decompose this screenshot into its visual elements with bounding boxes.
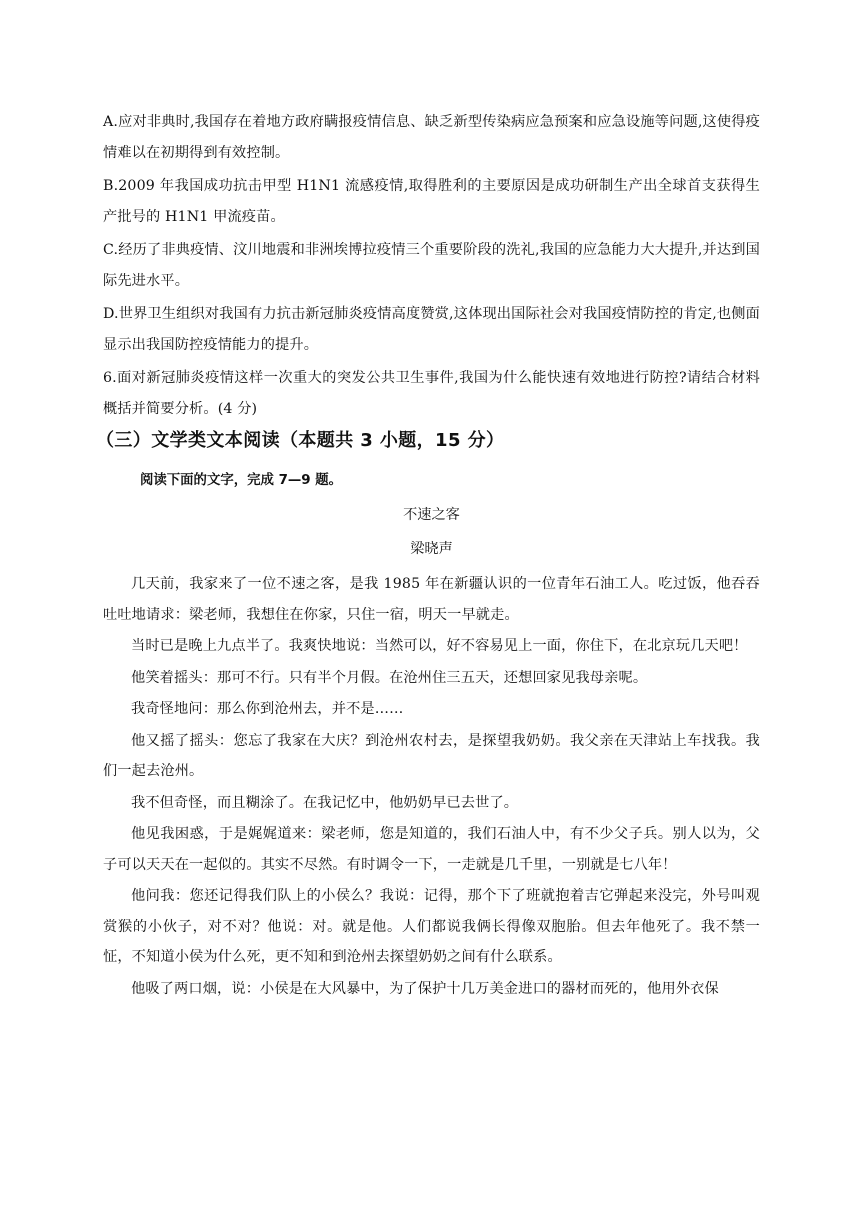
story-paragraph: 我不但奇怪，而且糊涂了。在我记忆中，他奶奶早已去世了。 bbox=[131, 794, 519, 811]
question-option-d: D.世界卫生组织对我国有力抗击新冠肺炎疫情高度赞赏,这体现出国际社会对我国疫情防控的肯定,也侧面显示出我国防控疫情能力的提升。 bbox=[103, 306, 760, 353]
question-option-a: A.应对非典时,我国存在着地方政府瞒报疫情信息、缺乏新型传染病应急预案和应急设施等问题,这使得疫情难以在初期得到有效控制。 bbox=[103, 114, 760, 161]
question-6: 6.面对新冠肺炎疫情这样一次重大的突发公共卫生事件,我国为什么能快速有效地进行防控?请结合材料概括并简要分析。(4 分) bbox=[103, 370, 760, 417]
section-instruction: 阅读下面的文字，完成 7—9 题。 bbox=[140, 473, 343, 488]
story-paragraph: 他又摇了摇头：您忘了我家在大庆？到沧州农村去，是探望我奶奶。我父亲在天津站上车找我。我们一起去沧州。 bbox=[103, 732, 760, 779]
story-paragraph: 他吸了两口烟，说：小侯是在大风暴中，为了保护十几万美金进口的器材而死的，他用外衣保 bbox=[131, 980, 719, 997]
story-paragraph: 他笑着摇头：那可不行。只有半个月假。在沧州住三五天，还想回家见我母亲呢。 bbox=[131, 669, 648, 686]
story-paragraph: 几天前，我家来了一位不速之客，是我 1985 年在新疆认识的一位青年石油工人。吃过饭，他吞吞吐吐地请求：梁老师，我想住在你家，只住一宿，明天一早就走。 bbox=[103, 576, 760, 623]
question-option-b: B.2009 年我国成功抗击甲型 H1N1 流感疫情,取得胜利的主要原因是成功研制生产出全球首支获得生产批号的 H1N1 甲流疫苗。 bbox=[103, 178, 760, 225]
story-paragraph: 当时已是晚上九点半了。我爽快地说：当然可以，好不容易见上一面，你住下，在北京玩几天吧！ bbox=[131, 638, 748, 654]
story-title: 不速之客 bbox=[403, 507, 460, 523]
question-option-c: C.经历了非典疫情、汶川地震和非洲埃博拉疫情三个重要阶段的洗礼,我国的应急能力大大提升,并达到国际先进水平。 bbox=[103, 242, 760, 289]
document-content bbox=[96, 107, 760, 1005]
story-paragraph: 我奇怪地问：那么你到沧州去，并不是…… bbox=[131, 701, 404, 717]
story-body bbox=[103, 569, 760, 1004]
story-paragraph: 他问我：您还记得我们队上的小侯么？我说：记得，那个下了班就抱着吉它弹起来没完，外号叫观赏猴的小伙子，对不对？他说：对。就是他。人们都说我俩长得像双胞胎。但去年他死了。我不禁一怔，不知道小侯为什么死，更不知和到沧州去探望奶奶之间有什么联系。 bbox=[103, 888, 760, 965]
story-paragraph: 他见我困惑，于是娓娓道来：梁老师，您是知道的，我们石油人中，有不少父子兵。别人以为，父子可以天天在一起似的。其实不尽然。有时调令一下，一走就是几千里，一别就是七八年！ bbox=[103, 826, 760, 873]
section-heading: （三）文学类文本阅读（本题共 3 小题，15 分） bbox=[96, 430, 505, 451]
story-author: 梁晓声 bbox=[410, 541, 453, 557]
